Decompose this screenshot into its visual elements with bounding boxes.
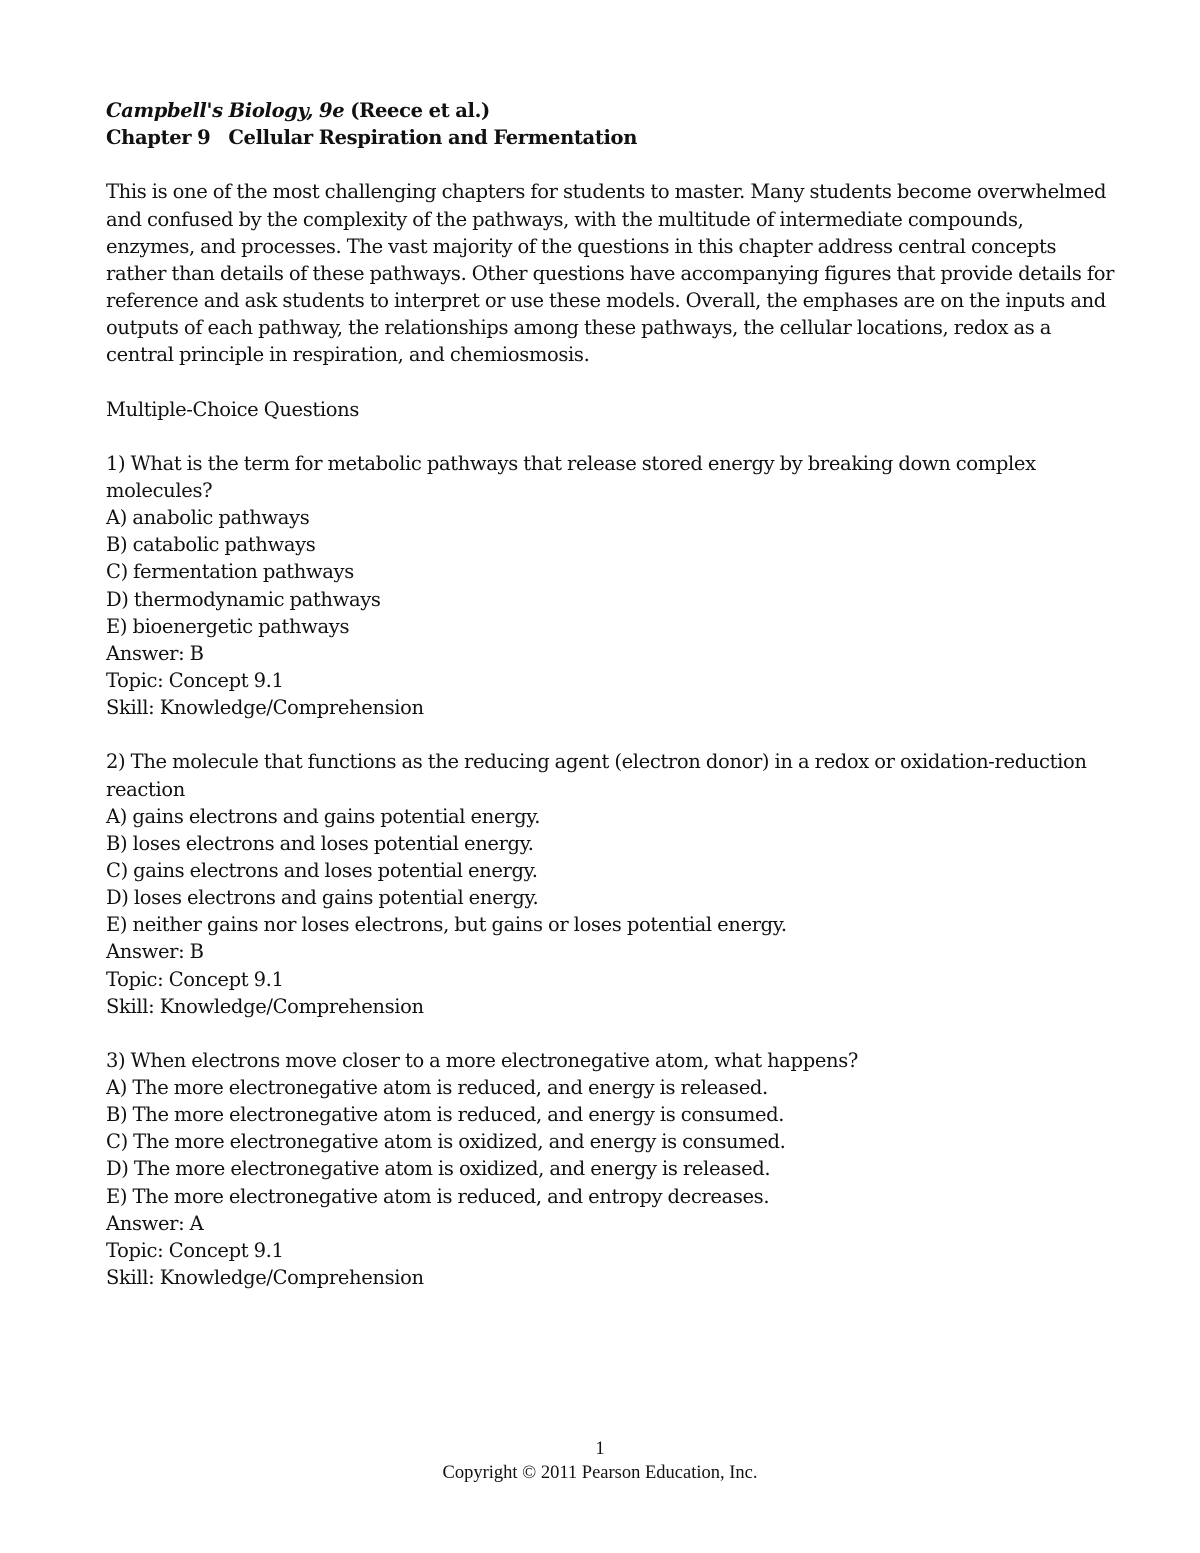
question-3 bbox=[106, 1047, 1106, 1291]
intro-line: This is one of the most challenging chapters for students to master. Many students become overwhelmed bbox=[106, 180, 1107, 204]
intro-line: reference and ask students to interpret or use these models. Overall, the emphases are on the inputs and bbox=[106, 288, 1106, 312]
answer-option-d: D) thermodynamic pathways bbox=[106, 587, 381, 611]
spacer bbox=[106, 1020, 1106, 1047]
spacer bbox=[106, 721, 1106, 748]
question-stem: 1) What is the term for metabolic pathways that release stored energy by breaking down complex bbox=[106, 451, 1036, 475]
answer-option-a: A) anabolic pathways bbox=[106, 506, 310, 530]
answer-option-a: A) gains electrons and gains potential energy. bbox=[106, 804, 541, 828]
question-stem: 3) When electrons move closer to a more electronegative atom, what happens? bbox=[106, 1048, 858, 1072]
question-stem: 2) The molecule that functions as the reducing agent (electron donor) in a redox or oxidation-reduction bbox=[106, 750, 1087, 774]
answer-option-a: A) The more electronegative atom is reduced, and energy is released. bbox=[106, 1076, 768, 1100]
intro-line: outputs of each pathway, the relationships among these pathways, the cellular locations, redox as a bbox=[106, 316, 1051, 340]
skill-label: Skill: Knowledge/Comprehension bbox=[106, 696, 424, 720]
answer-option-c: C) The more electronegative atom is oxidized, and energy is consumed. bbox=[106, 1130, 786, 1154]
intro-line: rather than details of these pathways. Other questions have accompanying figures that provide details for bbox=[106, 261, 1115, 285]
page-number: 1 bbox=[595, 1439, 605, 1459]
answer-option-e: E) neither gains nor loses electrons, but gains or loses potential energy. bbox=[106, 913, 787, 937]
answer-option-b: B) The more electronegative atom is reduced, and energy is consumed. bbox=[106, 1103, 785, 1127]
spacer bbox=[106, 423, 1106, 450]
answer-option-d: D) loses electrons and gains potential energy. bbox=[106, 886, 539, 910]
answer-option-b: B) catabolic pathways bbox=[106, 533, 316, 557]
spacer bbox=[106, 151, 1106, 178]
answer-key: Answer: B bbox=[106, 641, 204, 665]
document-page bbox=[106, 97, 1115, 1291]
book-title-italic: Campbell's Biology, 9e bbox=[106, 99, 345, 122]
chapter-number: Chapter 9 bbox=[106, 126, 211, 150]
question-2 bbox=[106, 748, 1106, 1019]
question-stem: reaction bbox=[106, 777, 185, 801]
intro-line: and confused by the complexity of the pathways, with the multitude of intermediate compounds, bbox=[106, 207, 1024, 231]
topic-label: Topic: Concept 9.1 bbox=[106, 967, 284, 991]
answer-option-c: C) gains electrons and loses potential energy. bbox=[106, 858, 538, 882]
answer-option-b: B) loses electrons and loses potential energy. bbox=[106, 831, 534, 855]
intro-line: central principle in respiration, and chemiosmosis. bbox=[106, 343, 590, 367]
section-title: Multiple-Choice Questions bbox=[106, 397, 360, 421]
intro-paragraph bbox=[106, 178, 1115, 368]
chapter-title: Cellular Respiration and Fermentation bbox=[228, 126, 638, 150]
topic-label: Topic: Concept 9.1 bbox=[106, 668, 284, 692]
topic-label: Topic: Concept 9.1 bbox=[106, 1238, 284, 1262]
answer-option-d: D) The more electronegative atom is oxidized, and energy is released. bbox=[106, 1157, 771, 1181]
question-stem: molecules? bbox=[106, 478, 213, 502]
answer-option-e: E) The more electronegative atom is reduced, and entropy decreases. bbox=[106, 1184, 770, 1208]
question-1 bbox=[106, 450, 1106, 721]
spacer bbox=[106, 368, 1106, 395]
book-authors: (Reece et al.) bbox=[344, 99, 490, 122]
skill-label: Skill: Knowledge/Comprehension bbox=[106, 1266, 424, 1290]
book-title bbox=[106, 97, 1106, 124]
answer-option-e: E) bioenergetic pathways bbox=[106, 614, 350, 638]
answer-option-c: C) fermentation pathways bbox=[106, 560, 354, 584]
skill-label: Skill: Knowledge/Comprehension bbox=[106, 994, 424, 1018]
answer-key: Answer: A bbox=[106, 1211, 204, 1235]
intro-line: enzymes, and processes. The vast majority of the questions in this chapter address central concepts bbox=[106, 234, 1057, 258]
chapter-heading bbox=[106, 124, 1106, 151]
copyright-notice: Copyright © 2011 Pearson Education, Inc. bbox=[442, 1463, 758, 1483]
answer-key: Answer: B bbox=[106, 940, 204, 964]
